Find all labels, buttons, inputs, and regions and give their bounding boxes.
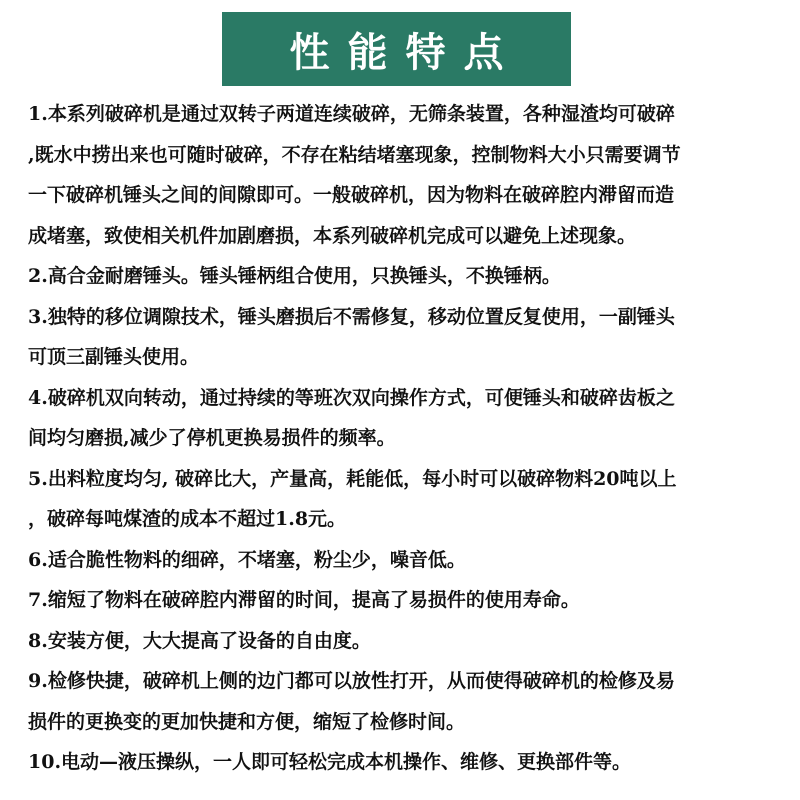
feature-line: 间均匀磨损,减少了停机更换易损件的频率。 [28,427,396,449]
feature-line: 4.破碎机双向转动，通过持续的等班次双向操作方式，可便锤头和破碎齿板之 [28,386,675,409]
feature-line: 可顶三副锤头使用。 [28,346,200,368]
page-title: 性能特点 [289,29,522,76]
title-banner [222,12,571,86]
feature-line: 5.出料粒度均匀, 破碎比大，产量高，耗能低，每小时可以破碎物料20吨以上 [28,467,677,490]
feature-line: 8.安装方便，大大提高了设备的自由度。 [28,629,371,652]
feature-line: 损件的更换变的更加快捷和方便，缩短了检修时间。 [28,710,466,733]
feature-line: 7.缩短了物料在破碎腔内滞留的时间，提高了易损件的使用寿命。 [28,589,580,611]
feature-line: 1.本系列破碎机是通过双转子两道连续破碎，无筛条装置，各种湿渣均可破碎 [28,103,675,125]
feature-line: 9.检修快捷，破碎机上侧的边门都可以放性打开，从而使得破碎机的检修及易 [28,670,675,692]
feature-line: 3.独特的移位调隙技术，锤头磨损后不需修复，移动位置反复使用，一副锤头 [28,305,675,328]
feature-line: 6.适合脆性物料的细碎，不堵塞，粉尘少，噪音低。 [28,548,466,571]
feature-line: ，破碎每吨煤渣的成本不超过1.8元。 [28,508,347,530]
feature-line: ,既水中捞出来也可随时破碎，不存在粘结堵塞现象，控制物料大小只需要调节 [28,143,681,166]
feature-line: 10.电动—液压操纵，一人即可轻松完成本机操作、维修、更换部件等。 [28,751,632,773]
feature-line: 一下破碎机锤头之间的间隙即可。一般破碎机，因为物料在破碎腔内滞留而造 [28,184,675,206]
feature-line: 成堵塞，致使相关机件加剧磨损，本系列破碎机完成可以避免上述现象。 [28,224,637,247]
feature-list [28,94,792,783]
feature-line: 2.高合金耐磨锤头。锤头锤柄组合使用，只换锤头，不换锤柄。 [28,265,561,287]
